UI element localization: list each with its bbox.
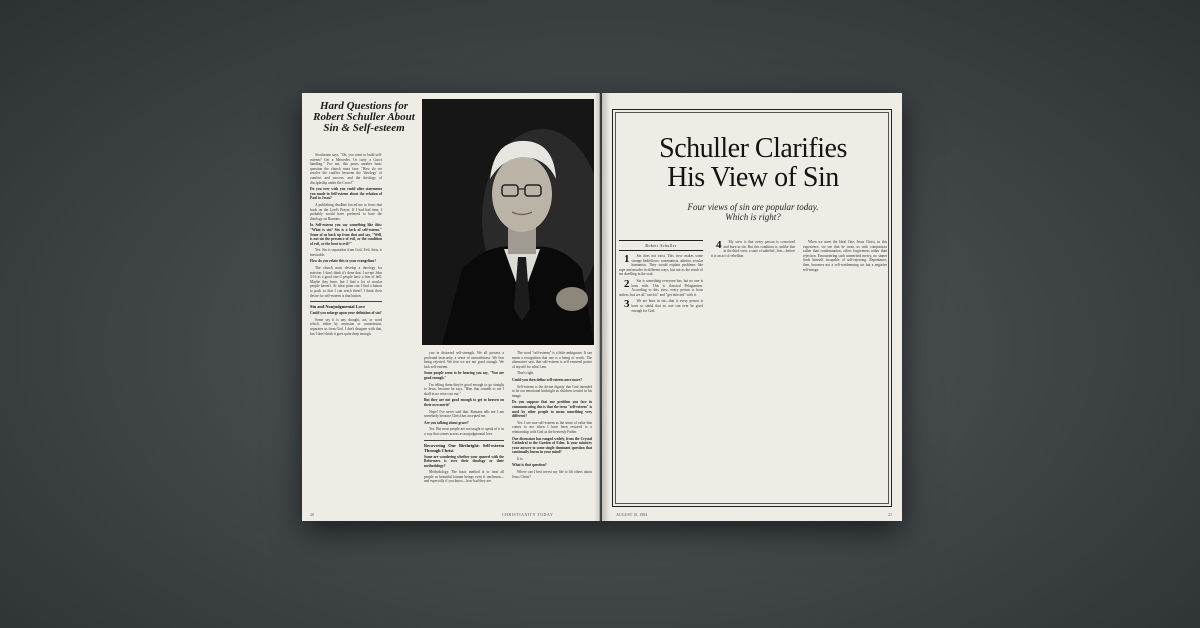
question-5: Some people seem to be hearing you say, "You are good enough." [424, 371, 504, 380]
view-text: My view is that every person is conceived and born in sin. But this condition is, unlike that in the third view, a state of unbelief, first—before it is an act of rebellion. [711, 240, 795, 258]
deck-line-2: Which is right? [725, 212, 781, 222]
answer-6: Nope! I've never said that. Romans tells me I am somebody because Christ has accepted me. [424, 409, 504, 419]
answer-8: Methodology. The basic method is to treat all people as beautiful human beings even if unchosen—and especially if you know—how bad they are. [424, 470, 504, 484]
answer-12: Where can I best invest my life to lift others about Jesus Christ? [512, 470, 592, 479]
view-item [711, 240, 795, 258]
view-item [619, 254, 703, 277]
view-item [619, 279, 703, 297]
article-column-2 [711, 240, 795, 500]
answer-4: Some say it is any thought, act, or word which, either by omission or commission, separates us from God. I don't disagree with that, but I don't think it goes quite deep enough. [310, 317, 382, 336]
article-column-1 [619, 254, 703, 500]
intro-paragraph: Secularism says, "Oh, you want to build self-esteem? Get a Mercedes. Or carry a Gucci handbag." For me, this poses another basic question the church must face: "How do we resolve the conflict between the 'theology' of comfort and success, and the theology of discipleship under the Cross?" [310, 153, 382, 185]
right-answer-a: The word "self-esteem" is a little ambiguous. It can mean a recognition that one is a being of worth. The alternative says that self-esteem is self-centered praise of myself for what I am. [512, 351, 592, 369]
column-3-text: When we meet the Ideal One, Jesus Christ, in this experience, we see that he treats us with compassion rather than condemnation, offers forgiveness rather than rejection. Encountering such unmerited mercy, no sinner finds himself incapable of self-rejecting. Repentance, then, becomes not a self-condemning act but a negative self-image. [803, 240, 887, 272]
byline: Robert Schuller [619, 240, 703, 251]
view-text: We are born in sin—that is every person is born so sinful that no one can ever be good enough for God. [631, 299, 703, 313]
question-4: Could you enlarge upon your definition of sin? [310, 311, 382, 316]
question-7: Are you talking about grace? [424, 420, 469, 425]
question-1: Do you ever wish you could alter statements you made in Self-esteem about the relation of Paul to Jesus? [310, 187, 382, 201]
portrait-illustration [422, 99, 594, 345]
middle-answer: you in distorted self-strength. We all possess a profound insecurity, a sense of unworthiness. We fear being rejected. We fear we are not good enough. We lack self-esteem. [424, 351, 504, 369]
answer-1: A publishing deadline forced me to focus that book on the Lord's Prayer. If I had had time, I probably would have preferred to base the theology on Romans. [310, 202, 382, 221]
answer-10: Yes. I see true self-esteem as the sense of value that comes to me when I have been restored to a relationship with God as the heavenly Father. [512, 420, 592, 434]
portrait-photo [422, 99, 594, 345]
subhead-sin-love: Sin and Nonjudgmental Love [310, 301, 382, 309]
view-text: Sin is something everyone has, but no one is born with. This is classical Pelagianism. According to this view, every person is born sinless, but we all "catch it" and "get infected" with it. [619, 278, 703, 297]
question-8: Some are wondering whether your quarrel with the Reformers is over their theology or their methodology? [424, 454, 504, 468]
answer-2: Yes. Sin is separation from God. Evil, then, is inevitable. [310, 248, 382, 257]
question-9: Could you then define self-esteem once more? [512, 377, 583, 382]
right-page [602, 93, 902, 521]
article-frame [612, 109, 892, 507]
title-line-1: Schuller Clarifies [659, 133, 847, 164]
right-answer-b: That's right. [517, 371, 535, 376]
view-number: 2 [624, 277, 630, 290]
view-number: 3 [624, 298, 630, 311]
deck-line-1: Four views of sin are popular today. [687, 202, 819, 212]
left-page-column-2 [424, 351, 504, 501]
right-folio: 21 [888, 512, 892, 517]
question-3: How do you relate this to your evangelism? [310, 259, 377, 264]
left-page-column-3 [512, 351, 592, 501]
question-6: But they are not good enough to get to heaven on their own merit? [424, 398, 504, 407]
left-page-column-1 [310, 153, 382, 501]
question-2: In Self-esteem you say something like this: "What is sin? Sin is a lack of self-esteem." Some of us back up from that and say, "Well, is not sin the presence of evil, or the condition of evil, or the bent to evil?" [310, 223, 382, 246]
left-running-footer: CHRISTIANITY TODAY [502, 512, 554, 517]
left-folio: 20 [310, 512, 314, 517]
answer-3: The church must develop a theology for mission. I don't think it's done that. I accept John 3:16 as a good one if people have a fear of hell. Maybe they have, but I find a lot of secular people haven't. At what point can I find a button to push so that I can reach them? I think their desire for self-esteem is that button. [310, 266, 382, 298]
article-column-3 [803, 240, 887, 500]
left-page [302, 93, 600, 521]
view-text: Sin does not exist. This view makes some strange bedfellows: communists, atheists, secular humanists. They would explain problems like rape and murder in different ways, but not as the result of sin dwelling in the soul. [619, 254, 703, 277]
question-11: Our discussion has ranged widely, from the Crystal Cathedral to the Garden of Eden. Is your ministry your answer to some single dominant question that continually burns in your mind? [512, 436, 592, 455]
answer-11: It is. [517, 456, 524, 461]
answer-5: I'm telling them they're good enough to go straight to Jesus, because he says, "Him that cometh to me I shall in no wise cast out." [424, 382, 504, 396]
view-item [619, 299, 703, 313]
view-number: 1 [624, 254, 630, 265]
spread-gutter [594, 93, 610, 521]
subhead-birthright: Recovering Our Birthright: Self-esteem Through Christ [424, 440, 504, 453]
question-12: What is that question? [512, 463, 547, 468]
right-date-footer: AUGUST 10, 1984 [616, 512, 648, 517]
answer-9: Self-esteem is the divine dignity that God intended to be our emotional birthright as children created in his image. [512, 384, 592, 398]
answer-7: Yes. But most people are not taught to speak of it in a way that comes across as nonjudgmental love. [424, 427, 504, 436]
article-title [613, 134, 893, 192]
question-10: Do you suppose that one problem you face in communicating this is that the term "self-esteem" is used by other people to mean something very different? [512, 400, 592, 419]
magazine-spread [302, 93, 902, 521]
title-line-2: His View of Sin [667, 162, 839, 193]
article-deck [613, 202, 893, 222]
view-number: 4 [716, 240, 722, 251]
interview-headline: Hard Questions for Robert Schuller About Sin & Self-esteem [313, 100, 415, 134]
